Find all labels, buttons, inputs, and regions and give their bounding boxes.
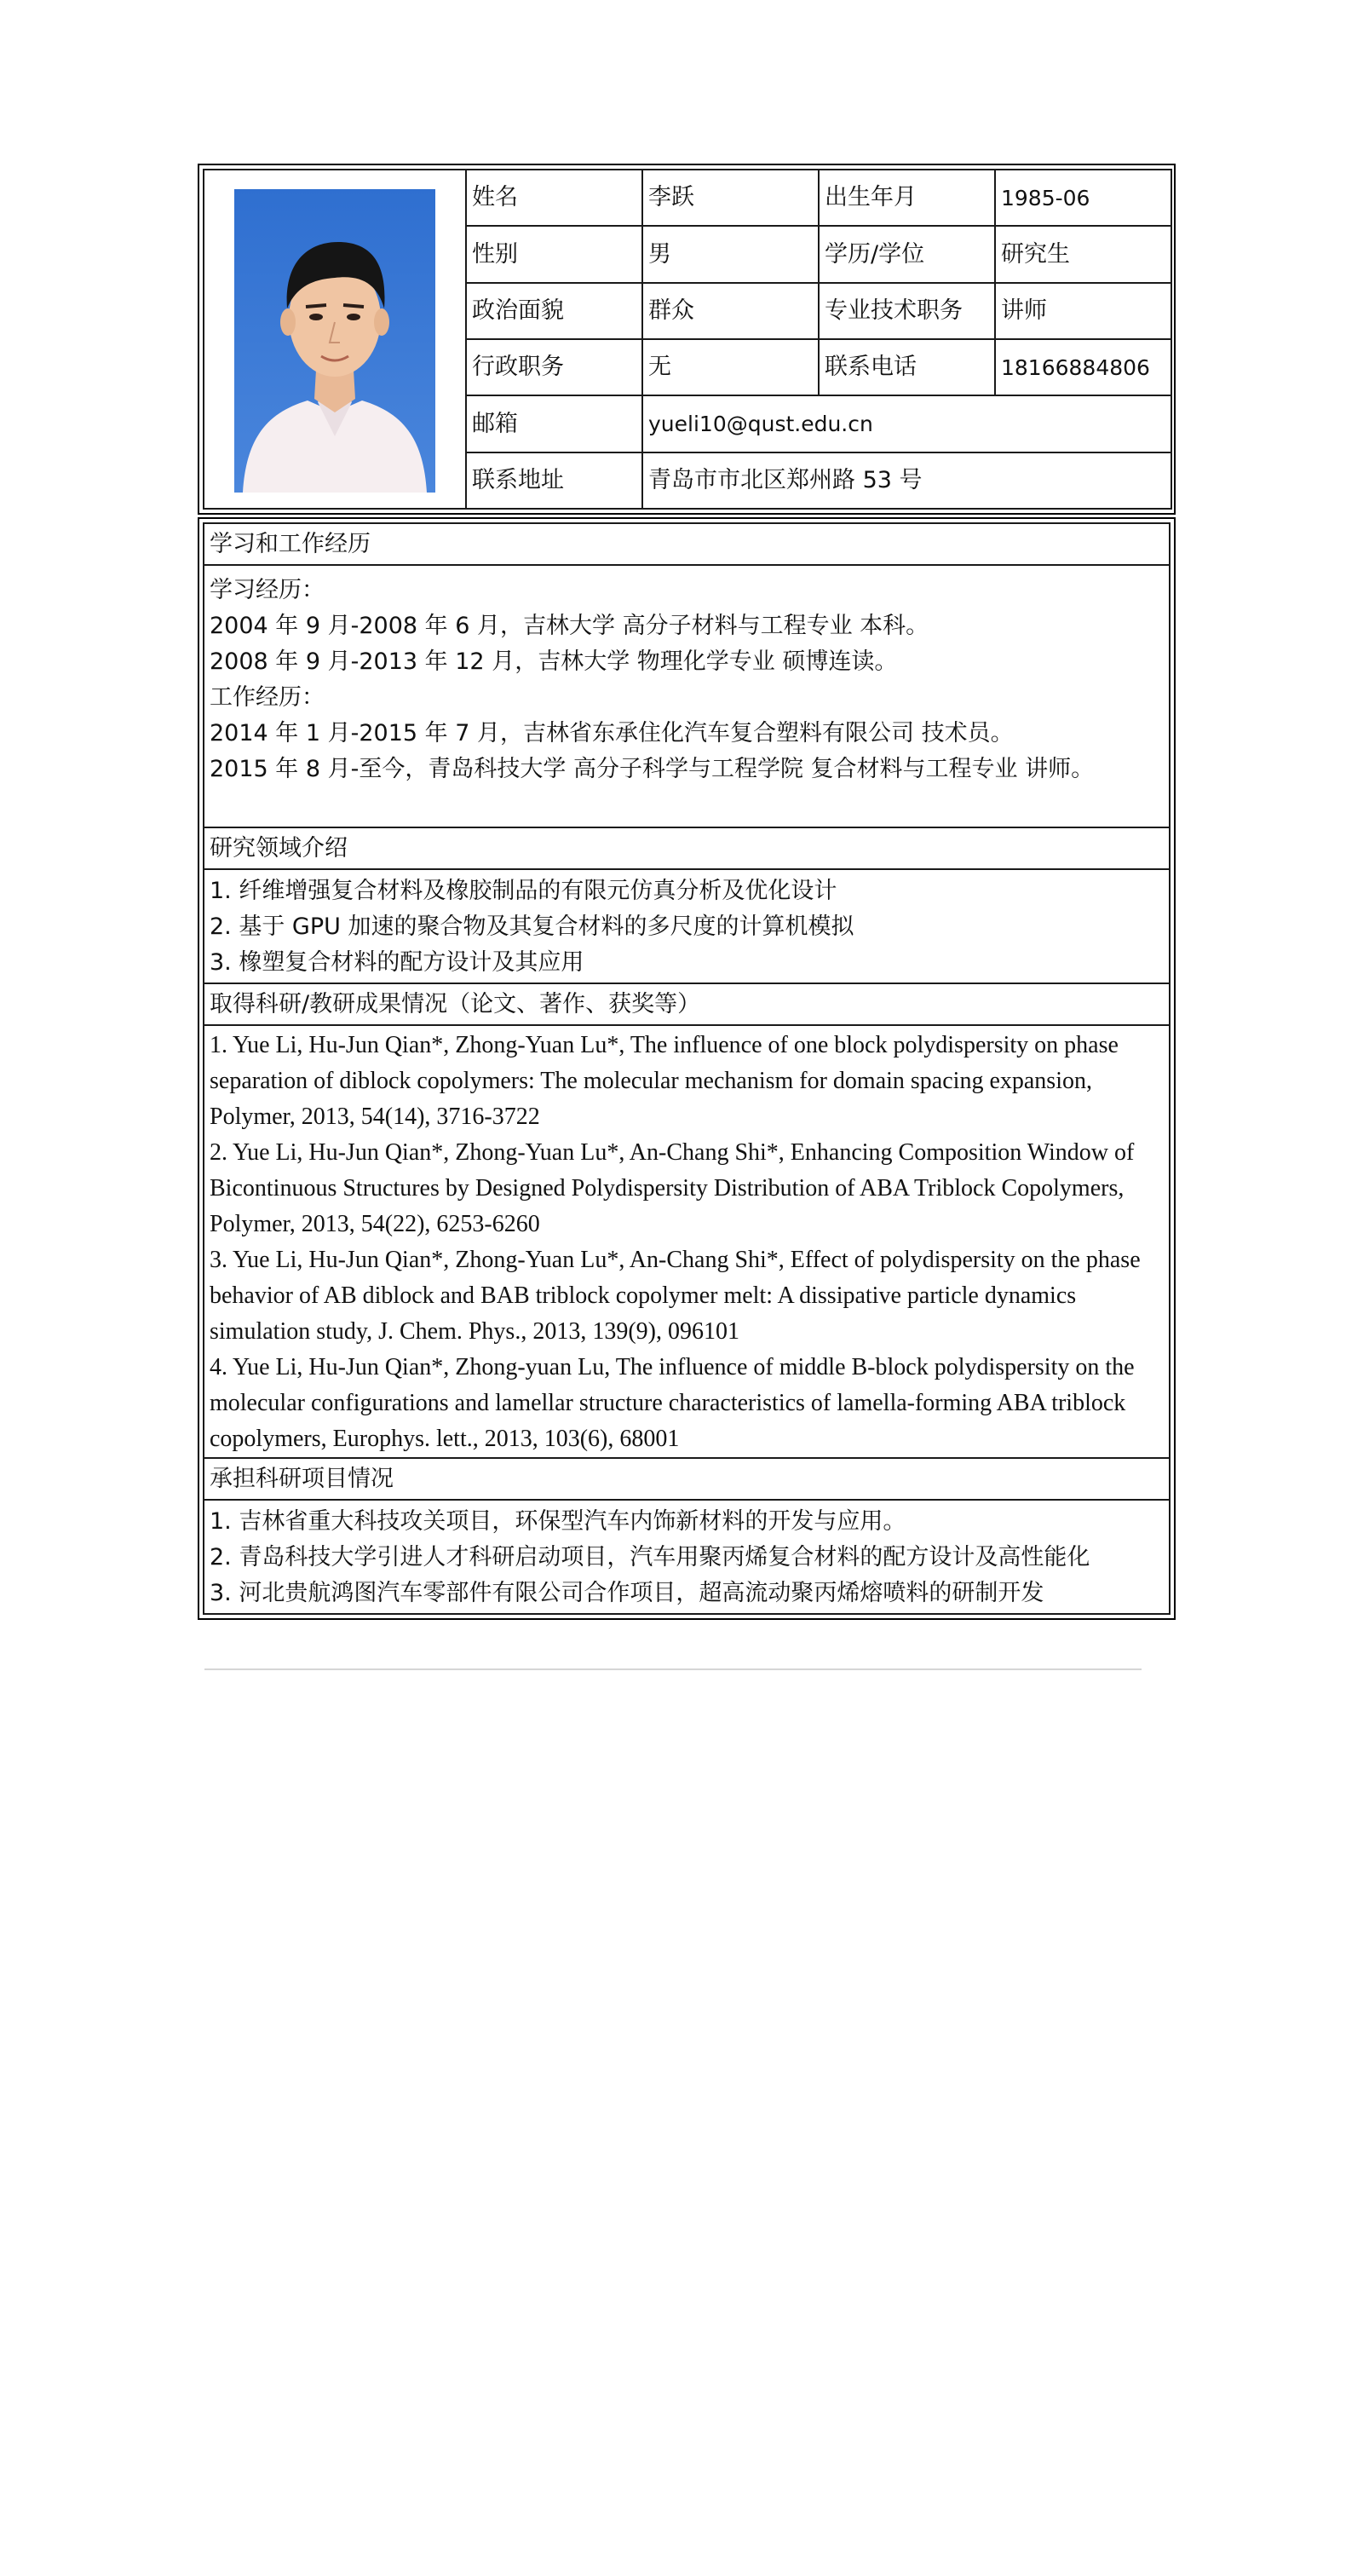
personal-info-table [203,169,1172,510]
projects-heading: 承担科研项目情况 [204,1458,1170,1500]
research-item: 1. 纤维增强复合材料及橡胶制品的有限元仿真分析及优化设计 [210,878,837,904]
experience-body [204,565,1170,827]
experience-line: 2008 年 9 月-2013 年 12 月，吉林大学 物理化学专业 硕博连读。 [210,648,898,675]
email-label: 邮箱 [466,395,642,452]
achievements-body [204,1025,1170,1458]
name-label: 姓名 [466,170,642,226]
achievement-line: separation of diblock copolymers: The molecular mechanism for domain spacing expansion, [210,1068,1092,1094]
research-body [204,869,1170,983]
degree-value: 研究生 [995,226,1171,282]
achievement-line: copolymers, Europhys. lett., 2013, 103(6), 68001 [210,1426,680,1452]
research-item: 3. 橡塑复合材料的配方设计及其应用 [210,949,584,976]
research-item: 2. 基于 GPU 加速的聚合物及其复合材料的多尺度的计算机模拟 [210,913,854,940]
name-value: 李跃 [642,170,819,226]
achievement-line: 4. Yue Li, Hu-Jun Qian*, Zhong-yuan Lu, The influence of middle B-block polydispersity on the [210,1354,1135,1380]
achievement-line: 3. Yue Li, Hu-Jun Qian*, Zhong-Yuan Lu*, An-Chang Shi*, Effect of polydispersity on the phase [210,1247,1141,1273]
address-label: 联系地址 [466,452,642,509]
experience-line: 学习经历： [210,577,325,603]
project-item: 1. 吉林省重大科技攻关项目，环保型汽车内饰新材料的开发与应用。 [210,1508,906,1535]
achievement-line: molecular configurations and lamellar structure characteristics of lamella-forming ABA triblock [210,1390,1126,1416]
achievement-line: Polymer, 2013, 54(14), 3716-3722 [210,1104,540,1130]
admin-label: 行政职务 [466,339,642,395]
achievement-line: behavior of AB diblock and BAB triblock copolymer melt: A dissipative particle dynamics [210,1282,1077,1309]
birth-label: 出生年月 [819,170,995,226]
achievement-line: 2. Yue Li, Hu-Jun Qian*, Zhong-Yuan Lu*, An-Chang Shi*, Enhancing Composition Window of [210,1139,1135,1166]
projects-body [204,1500,1170,1614]
gender-value: 男 [642,226,819,282]
email-value[interactable]: yueli10@qust.edu.cn [642,395,1171,452]
experience-line: 2014 年 1 月-2015 年 7 月，吉林省东承住化汽车复合塑料有限公司 技术员。 [210,720,1014,746]
degree-label: 学历/学位 [819,226,995,282]
politics-label: 政治面貌 [466,283,642,339]
experience-line: 2015 年 8 月-至今，青岛科技大学 高分子科学与工程学院 复合材料与工程专业 讲师。 [210,756,1095,782]
page-divider [204,1668,1142,1670]
gender-label: 性别 [466,226,642,282]
phone-value: 18166884806 [995,339,1171,395]
achievement-line: simulation study, J. Chem. Phys., 2013, 139(9), 096101 [210,1318,739,1345]
experience-line: 工作经历： [210,684,325,711]
title-label: 专业技术职务 [819,283,995,339]
address-value: 青岛市市北区郑州路 53 号 [642,452,1171,509]
experience-heading: 学习和工作经历 [204,523,1170,565]
personal-info-frame [198,164,1176,515]
birth-value: 1985-06 [995,170,1171,226]
details-table [203,522,1171,1615]
achievement-line: Bicontinuous Structures by Designed Polydispersity Distribution of ABA Triblock Copolymers, [210,1175,1125,1202]
achievement-line: Polymer, 2013, 54(22), 6253-6260 [210,1211,540,1237]
title-value: 讲师 [995,283,1171,339]
achievements-heading: 取得科研/教研成果情况（论文、著作、获奖等） [204,983,1170,1025]
resume-sheet [198,164,1176,1620]
details-frame [198,517,1176,1620]
admin-value: 无 [642,339,819,395]
experience-line: 2004 年 9 月-2008 年 6 月，吉林大学 高分子材料与工程专业 本科。 [210,613,929,639]
photo-cell [204,170,466,509]
achievement-line: 1. Yue Li, Hu-Jun Qian*, Zhong-Yuan Lu*, The influence of one block polydispersity on phase [210,1032,1119,1058]
phone-label: 联系电话 [819,339,995,395]
research-heading: 研究领域介绍 [204,827,1170,869]
project-item: 2. 青岛科技大学引进人才科研启动项目，汽车用聚丙烯复合材料的配方设计及高性能化 [210,1544,1090,1570]
project-item: 3. 河北贵航鸿图汽车零部件有限公司合作项目，超高流动聚丙烯熔喷料的研制开发 [210,1580,1044,1606]
politics-value: 群众 [642,283,819,339]
profile-photo [234,189,435,493]
